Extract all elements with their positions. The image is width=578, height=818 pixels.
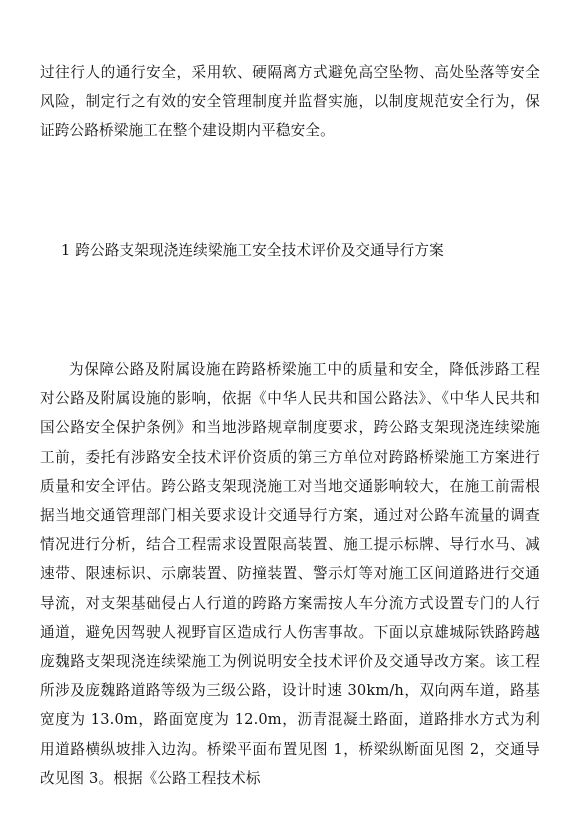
- intro-paragraph: 过往行人的通行安全，采用软、硬隔离方式避免高空坠物、高处坠落等安全风险，制定行之有效的安全管理制度并监督实施，以制度规范安全行为，保证跨公路桥梁施工在整个建设期内平稳安全。: [40, 64, 540, 140]
- body-paragraph: 为保障公路及附属设施在跨路桥梁施工中的质量和安全，降低涉路工程对公路及附属设施的影响，依据《中华人民共和国公路法》、《中华人民共和国公路安全保护条例》和当地涉路规章制度要求，跨公路支架现浇连续梁施工前，委托有涉路安全技术评价资质的第三方单位对跨路桥梁施工方案进行质量和安全评估。跨公路支架现浇施工对当地交通影响较大，在施工前需根据当地交通管理部门相关要求设计交通导行方案，通过对公路车流量的调查情况进行分析，结合工程需求设置限高装置、施工提示标牌、导行水马、减速带、限速标识、示廓装置、防撞装置、警示灯等对施工区间道路进行交通导流，对支架基础侵占人行道的跨路方案需按人车分流方式设置专门的人行通道，避免因驾驶人视野盲区造成行人伤害事故。下面以京雄城际铁路跨越庞魏路支架现浇连续梁施工为例说明安全技术评价及交通导改方案。该工程所涉及庞魏路道路等级为三级公路，设计时速 30km/h，双向两车道，路基宽度为 13.0m，路面宽度为 12.0m，沥青混凝土路面，道路排水方式为利用道路横纵坡排入边沟。桥梁平面布置见图 1，桥梁纵断面见图 2，交通导改见图 3。根据《公路工程技术标: [40, 361, 540, 787]
- section-heading: 1 跨公路支架现浇连续梁施工安全技术评价及交通导行方案: [61, 242, 444, 259]
